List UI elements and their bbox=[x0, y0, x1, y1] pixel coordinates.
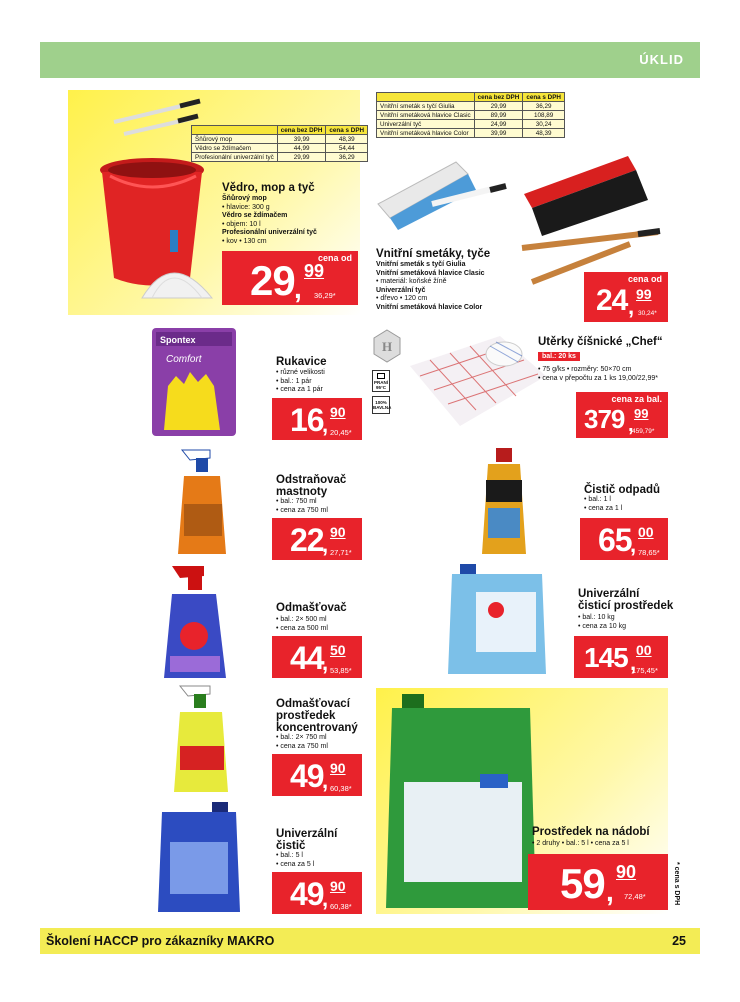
drain-cleaner-image bbox=[474, 446, 534, 556]
price-tag-concentrated: 49 , 90 60,38* bbox=[272, 754, 362, 796]
wash-icon: PRANÍ 95°C bbox=[372, 370, 390, 392]
product-name-dish: Prostředek na nádobí bbox=[532, 826, 650, 838]
product-name-bucket: Vědro, mop a tyč bbox=[222, 182, 315, 194]
product-name-concentrated: Odmašťovací prostředek koncentrovaný bbox=[276, 698, 358, 734]
price-tag-univ5: 49 , 90 60,38* bbox=[272, 872, 362, 914]
price-tag-drain: 65 , 00 78,65* bbox=[580, 518, 668, 560]
price-tag-towels: cena za bal. 379 , 99 459,79* bbox=[576, 392, 668, 438]
mop-head-image bbox=[132, 228, 227, 308]
broom-blue-image bbox=[372, 152, 512, 232]
hotel-logo-icon bbox=[372, 328, 402, 364]
svg-text:H: H bbox=[382, 339, 393, 354]
page-footer bbox=[40, 928, 700, 954]
univ5-canister-image bbox=[156, 800, 242, 914]
dish-details: • 2 druhy • bal.: 5 l • cena za 5 l bbox=[532, 840, 629, 847]
price-tag-universal10: 145 , 00 175,45* bbox=[574, 636, 668, 678]
price-tag-gloves: 16 , 90 20,45* bbox=[272, 398, 362, 440]
brooms-price-table: cena bez DPH cena s DPH Vnitřní smeták s tyčí Giulia 29,99 36,29 Vnitřní smetáková hlavice Clasic 89,99 108,89 Univerzální tyč 24,99 30,24 Vnitřní smetáková hlavice Color 39,99 48,39 bbox=[376, 92, 565, 138]
degreaser-details: • bal.: 750 ml • cena za 750 ml bbox=[276, 498, 328, 514]
bucket-price-table: cena bez DPH cena s DPH Šňůrový mop 39,99 48,39 Vědro se ždímačem 44,99 54,44 Profesionální univerzální tyč 29,99 36,29 bbox=[191, 125, 368, 162]
gloves-image bbox=[150, 326, 240, 438]
product-name-odmastovac: Odmašťovač bbox=[276, 602, 347, 614]
product-name-universal10: Univerzální čisticí prostředek bbox=[578, 588, 674, 612]
concentrated-spray-image bbox=[164, 682, 244, 794]
product-name-gloves: Rukavice bbox=[276, 356, 327, 368]
odmastovac-spray-image bbox=[152, 562, 242, 680]
towels-pack-badge: bal.: 20 ks bbox=[538, 352, 580, 361]
drain-details: • bal.: 1 l • cena za 1 l bbox=[584, 496, 623, 512]
section-title: ÚKLID bbox=[639, 52, 684, 67]
brooms-details: Vnitřní smeták s tyčí Giulia Vnitřní smetáková hlavice Clasic • materiál: koňské žíně Univerzální tyč • dřevo • 120 cm Vnitřní smetáková hlavice Color bbox=[376, 261, 485, 311]
page-number: 25 bbox=[672, 934, 686, 948]
mop-handles-image bbox=[110, 94, 210, 138]
bucket-details: Šňůrový mop • hlavice: 300 g Vědro se ždímačem • objem: 10 l Profesionální univerzální tyč • kov • 130 cm bbox=[222, 195, 317, 245]
universal-canister-image bbox=[446, 562, 550, 676]
footer-title: Školení HACCP pro zákazníky MAKRO bbox=[46, 934, 275, 948]
price-tag-degreaser: 22 , 90 27,71* bbox=[272, 518, 362, 560]
product-name-degreaser: Odstraňovač mastnoty bbox=[276, 474, 347, 498]
section-header bbox=[40, 42, 700, 78]
towels-details: • 75 g/ks • rozměry: 50×70 cm • cena v přepočtu za 1 ks 19,00/22,99* bbox=[538, 366, 658, 382]
price-tag-dish: 59 , 90 72,48* bbox=[528, 854, 668, 910]
degreaser-spray-image bbox=[170, 446, 240, 558]
product-name-towels: Utěrky číšnické „Chef“ bbox=[538, 336, 663, 348]
towels-image bbox=[400, 326, 550, 436]
price-tag-bucket: cena od 29 , 99 36,29* bbox=[222, 251, 358, 305]
dish-canister-image bbox=[384, 690, 540, 912]
svg-text:Comfort: Comfort bbox=[166, 354, 202, 365]
product-name-brooms: Vnitřní smetáky, tyče bbox=[376, 248, 491, 260]
univ5-details: • bal.: 5 l • cena za 5 l bbox=[276, 852, 315, 868]
gloves-details: • různé velikosti • bal.: 1 pár • cena za 1 pár bbox=[276, 369, 325, 394]
product-name-univ5: Univerzální čistič bbox=[276, 828, 338, 852]
odmastovac-details: • bal.: 2× 500 ml • cena za 500 ml bbox=[276, 616, 328, 632]
vat-footnote: * cena s DPH bbox=[673, 862, 680, 906]
universal10-details: • bal.: 10 kg • cena za 10 kg bbox=[578, 614, 626, 630]
svg-text:Spontex: Spontex bbox=[160, 335, 196, 345]
cotton-icon: 100% BAVLNA bbox=[372, 396, 390, 414]
concentrated-details: • bal.: 2× 750 ml • cena za 750 ml bbox=[276, 734, 328, 750]
product-name-drain: Čistič odpadů bbox=[584, 484, 661, 496]
price-tag-brooms: cena od 24 , 99 30,24* bbox=[584, 272, 668, 322]
price-tag-odmastovac: 44 , 50 53,85* bbox=[272, 636, 362, 678]
